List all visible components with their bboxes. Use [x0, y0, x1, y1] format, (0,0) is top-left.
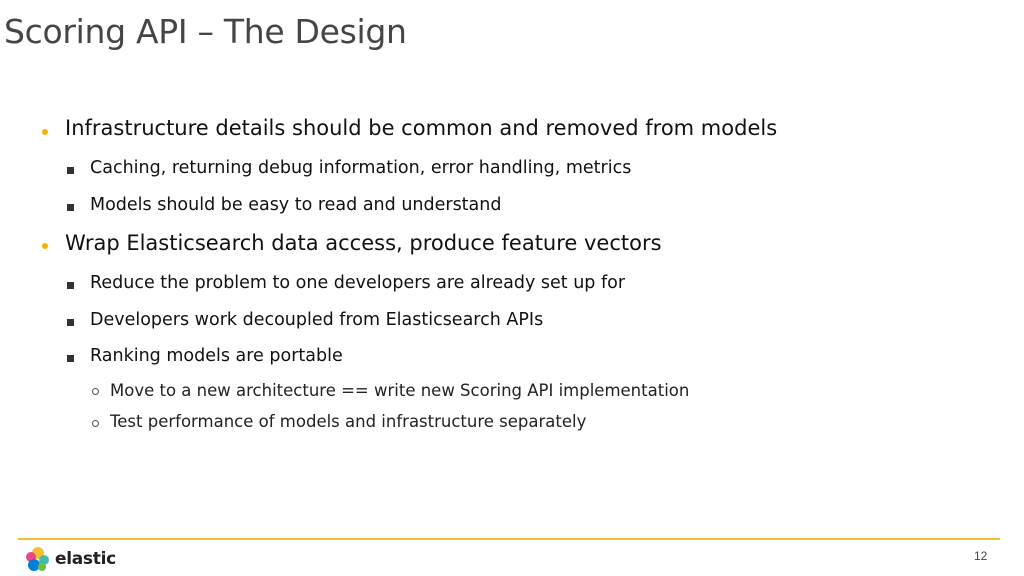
bullet-square-icon [67, 167, 74, 174]
bullet-level3: Move to a new architecture == write new Scoring API implementation [110, 381, 690, 400]
footer-divider [18, 538, 1000, 540]
bullet-dot-icon [42, 129, 48, 135]
page-number: 12 [974, 549, 988, 563]
bullet-level1: Wrap Elasticsearch data access, produce feature vectors [65, 231, 662, 255]
bullet-level3: Test performance of models and infrastructure separately [110, 412, 587, 431]
bullet-circle-icon [92, 420, 99, 427]
bullet-square-icon [67, 204, 74, 211]
bullet-circle-icon [92, 388, 99, 395]
bullet-level1: Infrastructure details should be common and removed from models [65, 116, 778, 140]
elastic-logo-icon [25, 546, 51, 572]
bullet-level2: Reduce the problem to one developers are already set up for [90, 273, 626, 293]
slide-title: Scoring API – The Design [4, 12, 407, 51]
bullet-level2: Caching, returning debug information, error handling, metrics [90, 158, 632, 178]
bullet-square-icon [67, 319, 74, 326]
bullet-square-icon [67, 282, 74, 289]
elastic-logo [25, 545, 145, 573]
bullet-dot-icon [42, 243, 48, 249]
bullet-level2: Developers work decoupled from Elasticsearch APIs [90, 310, 544, 330]
logo-wordmark: elastic [55, 549, 116, 569]
bullet-level2: Models should be easy to read and understand [90, 195, 502, 215]
bullet-square-icon [67, 355, 74, 362]
bullet-level2: Ranking models are portable [90, 346, 343, 366]
